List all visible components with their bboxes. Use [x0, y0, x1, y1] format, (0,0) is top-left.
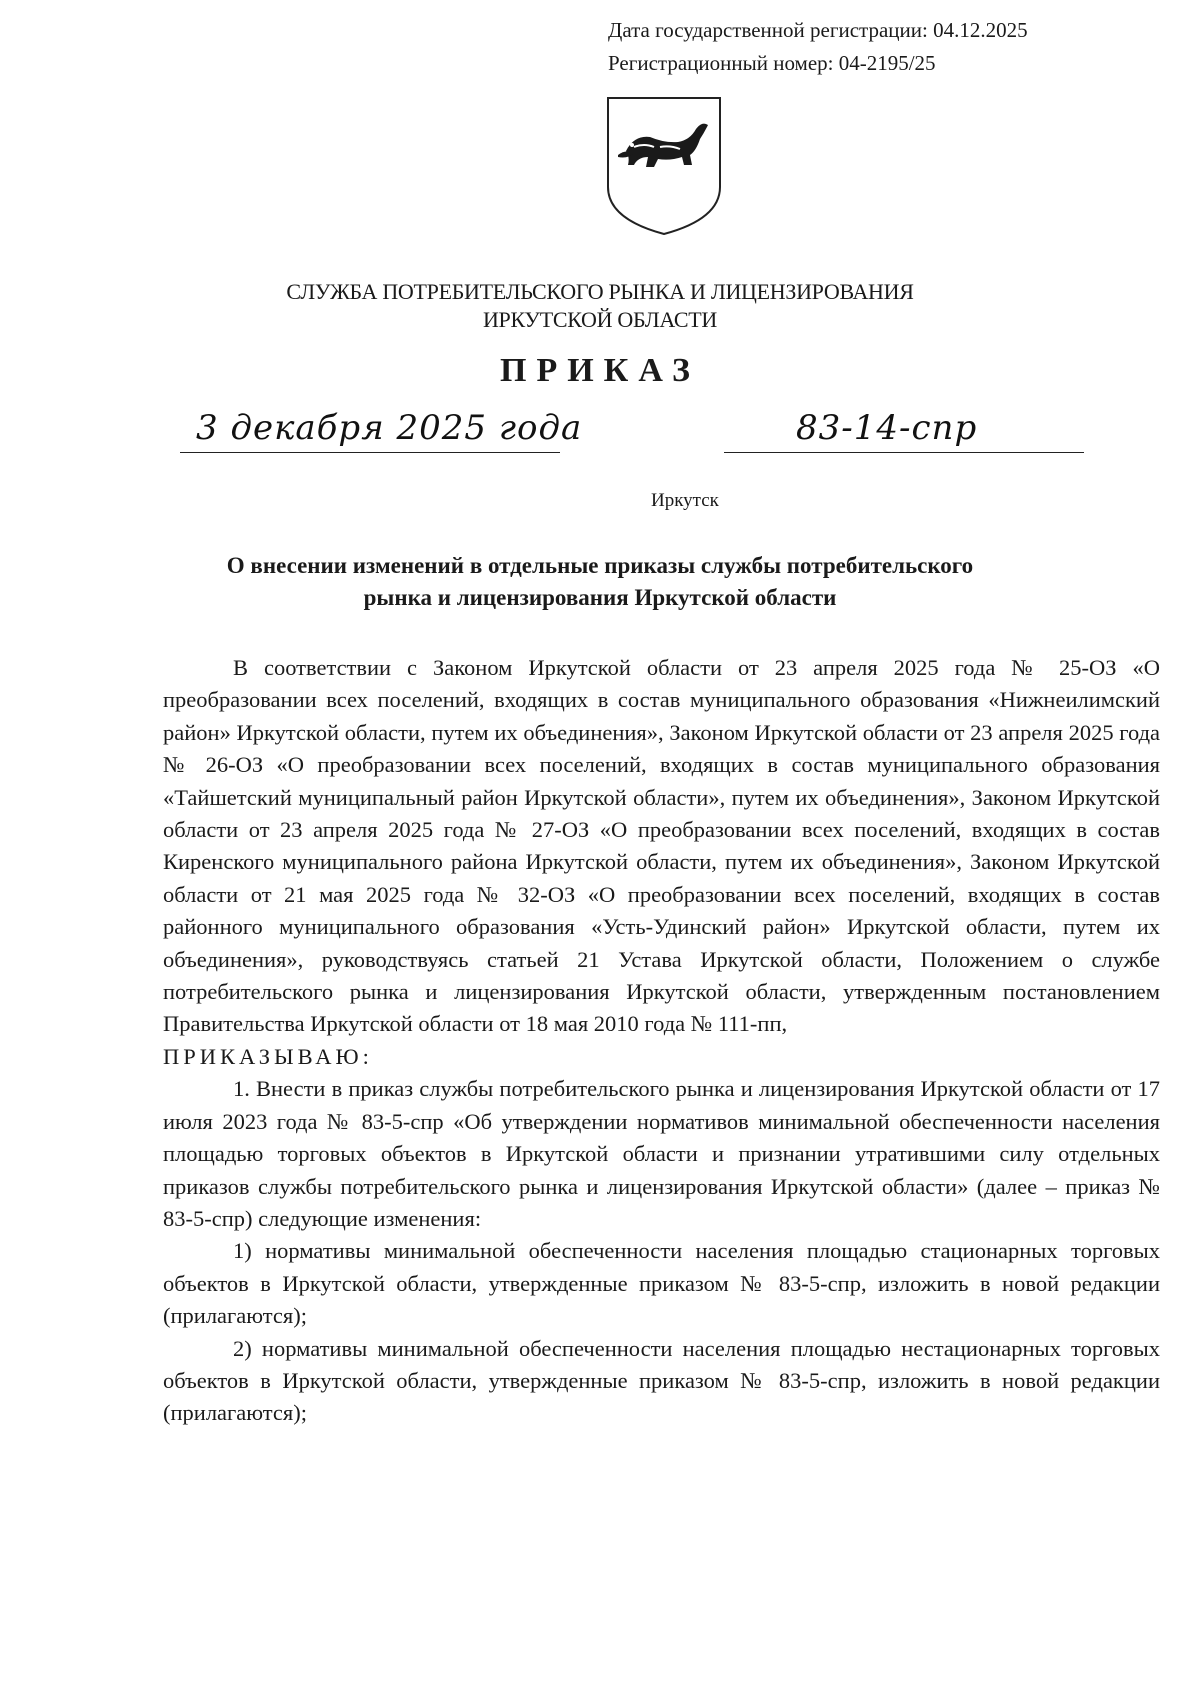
- date-underline: [180, 452, 560, 453]
- registration-date: Дата государственной регистрации: 04.12.2025: [608, 18, 1028, 42]
- number-underline: [724, 452, 1084, 453]
- city-label: Иркутск: [651, 490, 719, 511]
- item-1-1-paragraph: 1) нормативы минимальной обеспеченности населения площадью стационарных торговых объектов в Иркутской области, утвержденные приказом № 83-5-спр, изложить в новой редакции (прилагаются);: [163, 1238, 1160, 1329]
- irkutsk-coat-of-arms-icon: [604, 95, 724, 237]
- handwritten-order-number: 83-14-спр: [796, 408, 978, 448]
- agency-name: [0, 278, 1200, 334]
- document-title: [150, 550, 1050, 614]
- document-type-heading: ПРИКАЗ: [500, 352, 700, 389]
- agency-name-line2: ИРКУТСКОЙ ОБЛАСТИ: [482, 307, 718, 332]
- item-1-2-paragraph: 2) нормативы минимальной обеспеченности населения площадью нестационарных торговых объектов в Иркутской области, утвержденные приказом № 83-5-спр, изложить в новой редакции (прилагаются);: [163, 1335, 1160, 1426]
- order-word: ПРИКАЗЫВАЮ:: [163, 1043, 373, 1069]
- document-title-line1: О внесении изменений в отдельные приказы службы потребительского: [226, 553, 974, 578]
- item-1-paragraph: 1. Внести в приказ службы потребительского рынка и лицензирования Иркутской области от 17 июля 2023 года № 83-5-спр «Об утверждении нормативов минимальной обеспеченности населения площадью торговых объектов в Иркутской области и признании утратившими силу отдельных приказов службы потребительского рынка и лицензирования Иркутской области» (далее – приказ № 83-5-спр) следующие изменения:: [163, 1076, 1160, 1231]
- registration-block: [608, 14, 1028, 80]
- preamble-paragraph: В соответствии с Законом Иркутской области от 23 апреля 2025 года № 25-ОЗ «О преобразовании всех поселений, входящих в состав муниципального образования «Нижнеилимский район» Иркутской области, путем их объединения», Законом Иркутской области от 23 апреля 2025 года № 26-ОЗ «О преобразовании всех поселений, входящих в состав муниципального образования «Тайшетский муниципальный район Иркутской области», путем их объединения», Законом Иркутской области от 23 апреля 2025 года № 27-ОЗ «О преобразовании всех поселений, входящих в состав Киренского муниципального района Иркутской области, путем их объединения», Законом Иркутской области от 21 мая 2025 года № 32-ОЗ «О преобразовании всех поселений, входящих в состав районного муниципального образования «Усть-Удинский район» Иркутской области, путем их объединения», руководствуясь статьей 21 Устава Иркутской области, Положением о службе потребительского рынка и лицензирования Иркутской области, утвержденным постановлением Правительства Иркутской области от 18 мая 2010 года № 111-пп,: [163, 655, 1160, 1037]
- agency-name-line1: СЛУЖБА ПОТРЕБИТЕЛЬСКОГО РЫНКА И ЛИЦЕНЗИРОВАНИЯ: [286, 279, 914, 304]
- handwritten-date: 3 декабря 2025 года: [196, 408, 583, 448]
- document-title-line2: рынка и лицензирования Иркутской области: [363, 585, 837, 610]
- registration-number: Регистрационный номер: 04-2195/25: [608, 51, 936, 75]
- document-body: [163, 652, 1160, 1430]
